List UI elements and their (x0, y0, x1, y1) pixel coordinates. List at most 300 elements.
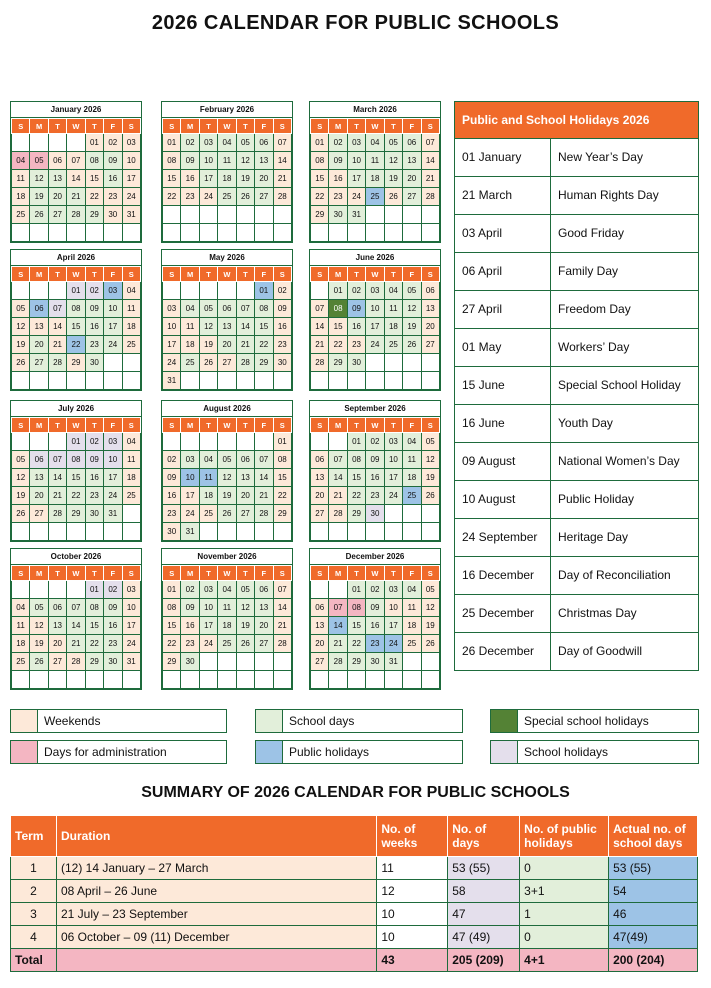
day-cell: 31 (163, 372, 181, 390)
day-cell: 11 (199, 469, 217, 487)
day-cell: 27 (218, 354, 236, 372)
weekday-header: T (384, 566, 402, 581)
holiday-date: 01 January (455, 139, 551, 176)
empty-cell (236, 224, 254, 242)
empty-cell (163, 282, 181, 300)
holiday-name: Day of Reconciliation (558, 568, 671, 582)
day-cell: 11 (12, 170, 30, 188)
day-cell: 11 (403, 599, 421, 617)
weekday-header: M (329, 119, 347, 134)
empty-cell (48, 433, 66, 451)
day-cell: 02 (85, 282, 103, 300)
day-cell: 21 (67, 188, 85, 206)
weekday-header: F (403, 418, 421, 433)
empty-cell (273, 671, 291, 689)
day-cell: 01 (329, 282, 347, 300)
day-cell: 20 (30, 487, 48, 505)
day-cell: 31 (104, 505, 122, 523)
day-cell: 09 (163, 469, 181, 487)
day-cell: 19 (12, 336, 30, 354)
empty-cell (218, 282, 236, 300)
summary-header-row (11, 816, 698, 857)
empty-cell (199, 224, 217, 242)
month-calendar (10, 249, 142, 391)
day-cell: 10 (384, 599, 402, 617)
day-cell: 25 (181, 354, 199, 372)
empty-cell (384, 505, 402, 523)
empty-cell (85, 372, 103, 390)
day-cell: 12 (421, 451, 439, 469)
day-cell: 14 (273, 152, 291, 170)
day-cell: 06 (255, 134, 273, 152)
weekday-header: S (163, 566, 181, 581)
empty-cell (181, 372, 199, 390)
day-cell: 25 (218, 635, 236, 653)
day-cell: 27 (311, 505, 329, 523)
weekday-header: T (48, 566, 66, 581)
day-cell: 13 (48, 170, 66, 188)
weekday-header: S (12, 119, 30, 134)
day-cell: 20 (403, 170, 421, 188)
holiday-date: 16 December (455, 557, 551, 594)
day-cell: 19 (421, 469, 439, 487)
empty-cell (311, 372, 329, 390)
day-cell: 29 (67, 505, 85, 523)
day-cell: 16 (163, 487, 181, 505)
empty-cell (12, 224, 30, 242)
holiday-name: Heritage Day (558, 530, 629, 544)
day-cell: 04 (403, 433, 421, 451)
empty-cell (199, 206, 217, 224)
empty-cell (255, 372, 273, 390)
day-cell: 27 (30, 505, 48, 523)
summary-cell: (12) 14 January – 27 March (56, 857, 376, 880)
day-cell: 13 (311, 469, 329, 487)
month-name: June 2026 (310, 250, 440, 266)
weekday-header: M (30, 418, 48, 433)
day-cell: 05 (30, 152, 48, 170)
weekday-header: T (48, 267, 66, 282)
weekday-header: T (384, 418, 402, 433)
weekday-header: F (255, 119, 273, 134)
weekday-header: T (236, 267, 254, 282)
holiday-date: 01 May (455, 329, 551, 366)
day-cell: 31 (384, 653, 402, 671)
empty-cell (218, 372, 236, 390)
weekday-header: S (273, 119, 291, 134)
day-cell: 22 (85, 635, 103, 653)
day-cell: 17 (384, 617, 402, 635)
weekday-header: S (273, 418, 291, 433)
day-cell: 13 (48, 617, 66, 635)
day-cell: 10 (366, 300, 384, 318)
empty-cell (329, 433, 347, 451)
day-cell: 03 (384, 581, 402, 599)
day-cell: 11 (384, 300, 402, 318)
day-cell: 03 (163, 300, 181, 318)
day-cell: 16 (85, 318, 103, 336)
holiday-row (455, 518, 698, 556)
empty-cell (85, 224, 103, 242)
weekday-header: M (181, 267, 199, 282)
day-cell: 04 (181, 300, 199, 318)
empty-cell (12, 523, 30, 541)
holiday-row (455, 176, 698, 214)
holiday-row (455, 404, 698, 442)
empty-cell (48, 134, 66, 152)
empty-cell (30, 372, 48, 390)
weekday-header: T (236, 566, 254, 581)
day-cell: 11 (218, 599, 236, 617)
weekday-header: W (366, 418, 384, 433)
legend-school-days (255, 709, 463, 733)
summary-cell: 2 (11, 880, 57, 903)
day-cell: 24 (163, 354, 181, 372)
day-cell: 14 (67, 170, 85, 188)
day-cell: 11 (12, 617, 30, 635)
summary-cell: 3 (11, 903, 57, 926)
summary-cell: 12 (377, 880, 448, 903)
day-cell: 08 (311, 152, 329, 170)
summary-total-cell: 4+1 (520, 949, 609, 972)
header-actual-days: Actual no. of school days (609, 816, 698, 857)
day-cell: 05 (421, 433, 439, 451)
day-cell: 06 (255, 581, 273, 599)
day-cell: 18 (366, 170, 384, 188)
weekday-header: T (48, 119, 66, 134)
day-cell: 27 (30, 354, 48, 372)
day-cell: 26 (236, 188, 254, 206)
day-cell: 04 (12, 152, 30, 170)
day-cell: 11 (403, 451, 421, 469)
empty-cell (85, 523, 103, 541)
day-cell: 06 (236, 451, 254, 469)
day-cell: 08 (85, 152, 103, 170)
empty-cell (384, 354, 402, 372)
day-cell: 17 (163, 336, 181, 354)
day-cell: 26 (403, 336, 421, 354)
day-cell: 08 (163, 599, 181, 617)
holiday-date: 09 August (455, 443, 551, 480)
day-cell: 10 (122, 152, 140, 170)
holiday-row (455, 632, 698, 670)
month-calendar (309, 249, 441, 391)
day-cell: 06 (30, 300, 48, 318)
summary-row (11, 880, 698, 903)
day-cell: 20 (311, 487, 329, 505)
day-cell: 25 (403, 487, 421, 505)
weekday-header: M (181, 566, 199, 581)
day-cell: 20 (255, 617, 273, 635)
day-cell: 14 (236, 318, 254, 336)
day-cell: 12 (421, 599, 439, 617)
day-cell: 01 (255, 282, 273, 300)
day-cell: 16 (347, 318, 365, 336)
day-cell: 13 (30, 318, 48, 336)
day-cell: 26 (218, 505, 236, 523)
summary-cell: 46 (609, 903, 698, 926)
day-cell: 16 (366, 469, 384, 487)
day-cell: 07 (329, 451, 347, 469)
empty-cell (30, 433, 48, 451)
month-name: December 2026 (310, 549, 440, 565)
weekday-header: F (255, 566, 273, 581)
empty-cell (366, 224, 384, 242)
day-cell: 22 (163, 188, 181, 206)
day-cell: 23 (347, 336, 365, 354)
day-cell: 16 (366, 617, 384, 635)
day-cell: 25 (199, 505, 217, 523)
month-calendar (309, 400, 441, 542)
holiday-date: 15 June (455, 367, 551, 404)
month-name: April 2026 (11, 250, 141, 266)
empty-cell (255, 523, 273, 541)
day-cell: 20 (421, 318, 439, 336)
day-cell: 28 (273, 635, 291, 653)
day-cell: 19 (30, 188, 48, 206)
empty-cell (403, 671, 421, 689)
header-weeks: No. of weeks (377, 816, 448, 857)
weekday-header: S (421, 267, 439, 282)
day-cell: 29 (347, 505, 365, 523)
summary-cell: 54 (609, 880, 698, 903)
day-cell: 14 (421, 152, 439, 170)
day-cell: 14 (48, 469, 66, 487)
day-cell: 10 (104, 300, 122, 318)
month-calendar (309, 548, 441, 690)
day-cell: 13 (421, 300, 439, 318)
empty-cell (403, 372, 421, 390)
day-cell: 09 (366, 451, 384, 469)
day-cell: 12 (218, 469, 236, 487)
day-cell: 27 (403, 188, 421, 206)
weekday-header: S (163, 418, 181, 433)
day-cell: 13 (255, 152, 273, 170)
day-cell: 22 (255, 336, 273, 354)
day-cell: 29 (85, 206, 103, 224)
weekday-header: F (104, 119, 122, 134)
header-days: No. of days (448, 816, 520, 857)
month-name: October 2026 (11, 549, 141, 565)
month-calendar (10, 548, 142, 690)
holiday-name: Day of Goodwill (558, 644, 643, 658)
header-term: Term (11, 816, 57, 857)
summary-cell: 0 (520, 857, 609, 880)
weekend-swatch (11, 710, 38, 732)
day-cell: 21 (421, 170, 439, 188)
empty-cell (421, 372, 439, 390)
day-cell: 15 (311, 170, 329, 188)
day-cell: 02 (329, 134, 347, 152)
day-cell: 27 (48, 653, 66, 671)
holiday-row (455, 138, 698, 176)
weekday-header: F (255, 267, 273, 282)
weekday-header: F (104, 566, 122, 581)
weekday-header: T (236, 418, 254, 433)
empty-cell (236, 282, 254, 300)
day-cell: 21 (67, 635, 85, 653)
day-cell: 23 (181, 635, 199, 653)
day-cell: 03 (104, 433, 122, 451)
day-cell: 22 (311, 188, 329, 206)
weekday-header: T (347, 566, 365, 581)
day-cell: 28 (236, 354, 254, 372)
day-cell: 13 (236, 469, 254, 487)
day-cell: 19 (403, 318, 421, 336)
day-cell: 18 (218, 617, 236, 635)
weekday-header: W (366, 566, 384, 581)
empty-cell (329, 372, 347, 390)
day-cell: 24 (347, 188, 365, 206)
day-cell: 30 (347, 354, 365, 372)
day-cell: 10 (104, 451, 122, 469)
day-cell: 07 (311, 300, 329, 318)
empty-cell (104, 671, 122, 689)
summary-row (11, 857, 698, 880)
empty-cell (218, 671, 236, 689)
day-cell: 07 (48, 300, 66, 318)
day-cell: 18 (122, 469, 140, 487)
day-cell: 16 (273, 318, 291, 336)
holiday-name: New Year’s Day (558, 150, 643, 164)
empty-cell (384, 206, 402, 224)
day-cell: 04 (122, 282, 140, 300)
day-cell: 01 (85, 134, 103, 152)
day-cell: 18 (199, 487, 217, 505)
summary-cell: 3+1 (520, 880, 609, 903)
weekday-header: M (329, 267, 347, 282)
holiday-date: 26 December (455, 633, 551, 670)
empty-cell (329, 671, 347, 689)
day-cell: 23 (366, 487, 384, 505)
holiday-list (454, 101, 699, 671)
day-cell: 14 (255, 469, 273, 487)
day-cell: 02 (366, 433, 384, 451)
holiday-row (455, 442, 698, 480)
empty-cell (48, 224, 66, 242)
month-calendar (161, 548, 293, 690)
day-cell: 29 (273, 505, 291, 523)
day-cell: 15 (347, 469, 365, 487)
day-cell: 02 (163, 451, 181, 469)
empty-cell (366, 523, 384, 541)
day-cell: 20 (48, 635, 66, 653)
empty-cell (421, 206, 439, 224)
day-cell: 28 (255, 505, 273, 523)
day-cell: 07 (48, 451, 66, 469)
day-cell: 26 (236, 635, 254, 653)
empty-cell (421, 354, 439, 372)
day-cell: 25 (366, 188, 384, 206)
day-cell: 11 (122, 451, 140, 469)
day-cell: 04 (366, 134, 384, 152)
day-cell: 13 (403, 152, 421, 170)
day-cell: 15 (163, 617, 181, 635)
day-cell: 22 (273, 487, 291, 505)
weekday-header: S (122, 418, 140, 433)
day-cell: 18 (181, 336, 199, 354)
month-name: March 2026 (310, 102, 440, 118)
day-cell: 13 (30, 469, 48, 487)
day-cell: 15 (85, 617, 103, 635)
empty-cell (30, 523, 48, 541)
day-cell: 02 (104, 134, 122, 152)
day-cell: 05 (236, 581, 254, 599)
day-cell: 27 (421, 336, 439, 354)
day-cell: 18 (12, 188, 30, 206)
day-cell: 28 (421, 188, 439, 206)
day-cell: 14 (67, 617, 85, 635)
day-cell: 16 (104, 617, 122, 635)
empty-cell (403, 505, 421, 523)
empty-cell (311, 581, 329, 599)
day-cell: 21 (329, 635, 347, 653)
day-cell: 07 (421, 134, 439, 152)
day-cell: 12 (236, 152, 254, 170)
day-cell: 16 (181, 170, 199, 188)
summary-table (10, 815, 698, 972)
day-cell: 06 (311, 451, 329, 469)
legend-public-holidays (255, 740, 463, 764)
holiday-name: Special School Holiday (558, 378, 681, 392)
weekday-header: M (181, 418, 199, 433)
empty-cell (255, 206, 273, 224)
day-cell: 19 (30, 635, 48, 653)
summary-cell: 58 (448, 880, 520, 903)
empty-cell (163, 224, 181, 242)
empty-cell (329, 581, 347, 599)
weekday-header: F (403, 267, 421, 282)
day-cell: 19 (12, 487, 30, 505)
weekday-header: S (122, 566, 140, 581)
summary-title: SUMMARY OF 2026 CALENDAR FOR PUBLIC SCHOOLS (141, 784, 570, 801)
weekday-header: T (199, 119, 217, 134)
day-cell: 14 (273, 599, 291, 617)
day-cell: 30 (366, 653, 384, 671)
day-cell: 16 (104, 170, 122, 188)
weekday-header: S (12, 267, 30, 282)
day-cell: 12 (199, 318, 217, 336)
legend-label: School holidays (524, 745, 609, 759)
day-cell: 07 (255, 451, 273, 469)
holiday-name: Christmas Day (558, 606, 637, 620)
empty-cell (67, 523, 85, 541)
empty-cell (255, 224, 273, 242)
empty-cell (199, 523, 217, 541)
day-cell: 02 (347, 282, 365, 300)
day-cell: 17 (384, 469, 402, 487)
day-cell: 19 (384, 170, 402, 188)
day-cell: 11 (181, 318, 199, 336)
summary-cell: 47 (448, 903, 520, 926)
day-cell: 05 (30, 599, 48, 617)
weekday-header: S (273, 566, 291, 581)
day-cell: 02 (104, 581, 122, 599)
empty-cell (218, 433, 236, 451)
day-cell: 15 (67, 318, 85, 336)
empty-cell (255, 653, 273, 671)
holiday-date: 21 March (455, 177, 551, 214)
day-cell: 23 (329, 188, 347, 206)
day-cell: 15 (273, 469, 291, 487)
empty-cell (403, 224, 421, 242)
day-cell: 02 (366, 581, 384, 599)
day-cell: 18 (403, 469, 421, 487)
day-cell: 16 (181, 617, 199, 635)
empty-cell (122, 523, 140, 541)
summary-cell: 10 (377, 903, 448, 926)
weekday-header: W (67, 267, 85, 282)
